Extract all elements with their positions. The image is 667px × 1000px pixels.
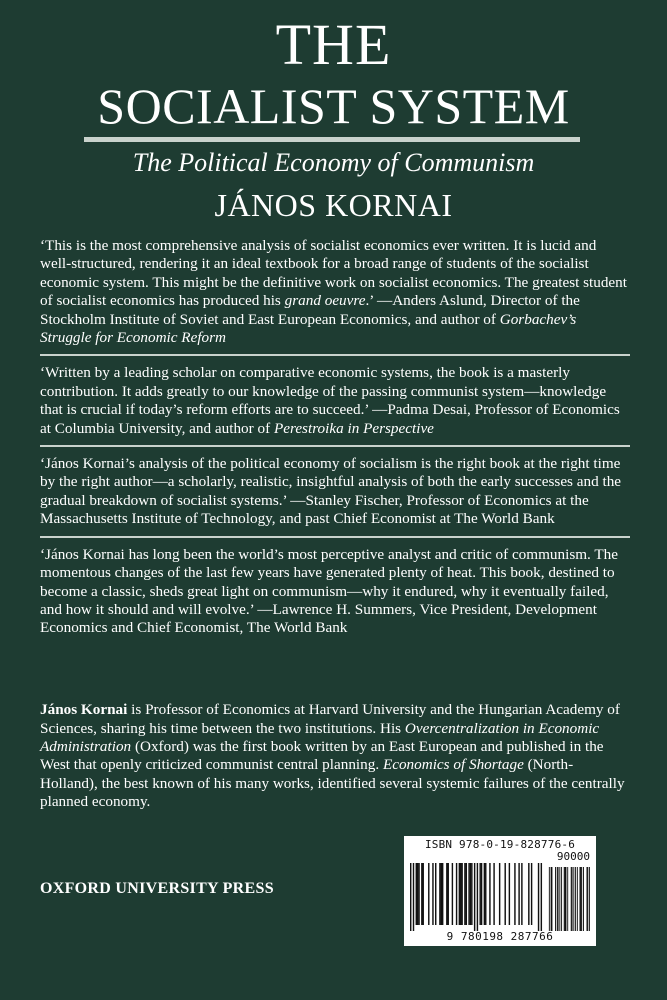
addon-bar	[573, 867, 574, 931]
bio-text: is Professor of Economics at Harvard University and the Hungarian Academy of Sciences, sharing his time between the two institutions. His	[40, 701, 620, 737]
barcode-bar	[441, 863, 442, 925]
subtitle: The Political Economy of Communism	[132, 148, 535, 177]
blurb-book-title: Gorbachev’s Struggle for Economic Reform	[40, 310, 577, 347]
barcode-bar	[418, 863, 419, 925]
barcode-bar	[459, 863, 460, 925]
barcode-bars	[410, 863, 590, 931]
barcode-bar	[538, 863, 539, 931]
addon-bar	[587, 867, 588, 931]
barcode-bar	[541, 863, 542, 931]
barcode-bar	[442, 863, 443, 925]
barcode-bar	[464, 863, 465, 925]
addon-bar	[558, 867, 559, 931]
title-line-2: SOCIALIST SYSTEM	[97, 78, 570, 134]
barcode-bar	[416, 863, 417, 925]
author-bio	[40, 701, 630, 811]
barcode-bar	[460, 863, 461, 925]
addon-bar	[581, 867, 582, 931]
barcode-bar	[461, 863, 462, 925]
barcode-bar	[456, 863, 457, 925]
barcode-bar	[514, 863, 515, 925]
addon-bar	[567, 867, 568, 931]
barcode-bar	[484, 863, 485, 925]
addon-bar	[583, 867, 584, 931]
endorsements	[40, 237, 630, 638]
barcode-bar	[474, 863, 475, 931]
barcode-bar	[417, 863, 418, 925]
addon-bar	[559, 867, 560, 931]
bio-book-title: Economics of Shortage	[382, 756, 524, 774]
blurb-text: .’ —Anders Aslund, Director of the Stockholm Institute of Soviet and East European Economics, and author of	[40, 292, 580, 328]
barcode-bar	[509, 863, 510, 925]
barcode-bar	[413, 863, 414, 931]
blurb-divider	[40, 536, 630, 538]
addon-bar	[571, 867, 572, 931]
title-line-1: THE	[275, 12, 392, 77]
blurb-text: ‘János Kornai’s analysis of the political economy of socialism is the right book at the right time by the right author—a scholarly, realistic, insightful analysis of both the early successes and the gradual breakdown of socialist systems.’ —Stanley Fischer, Professor of Economics at the Massachusetts Institute of Technology, and past Chief Economist at The World Bank	[40, 455, 622, 528]
barcode-bar	[518, 863, 519, 925]
bio-author-name: János Kornai	[40, 701, 128, 719]
addon-bar	[577, 867, 578, 931]
bio-book-title: Overcentralization in Economic Administration	[40, 719, 600, 755]
addon-bar	[555, 867, 556, 931]
blurb-book-title: Perestroika in Perspective	[273, 419, 434, 437]
addon-bar	[561, 867, 562, 931]
addon-bar	[566, 867, 567, 931]
bio-text: (North-Holland), the best known of his many works, identified several systemic failures of the centrally planned economy.	[40, 756, 625, 811]
blurb-emphasis: grand oeuvre	[284, 292, 366, 310]
barcode-bar	[423, 863, 424, 925]
barcode-bar	[477, 863, 478, 931]
addon-bar	[580, 867, 581, 931]
barcode-bar	[493, 863, 494, 925]
addon-bar	[587, 867, 588, 931]
price-code: 90000	[556, 850, 590, 863]
barcode-bar	[504, 863, 505, 925]
barcode-bar	[531, 863, 532, 925]
addon-bar	[575, 867, 576, 931]
addon-bar	[572, 867, 573, 931]
barcode-bar	[448, 863, 449, 925]
isbn-digits: 9 780198 287766	[446, 930, 554, 943]
addon-bar	[564, 867, 565, 931]
barcode-bar	[421, 863, 422, 925]
barcode-bar	[439, 863, 440, 925]
isbn-label: ISBN 978-0-19-828776-6	[424, 838, 576, 851]
addon-bar	[589, 867, 590, 931]
barcode-bar	[471, 863, 472, 925]
endorsement-desai	[40, 364, 630, 438]
barcode-bar	[470, 863, 471, 925]
barcode-bar	[432, 863, 433, 925]
author-name: JÁNOS KORNAI	[214, 187, 453, 223]
barcode-bar	[485, 863, 486, 925]
endorsement-summers	[40, 546, 630, 638]
addon-bar	[552, 867, 553, 931]
blurb-text: ‘This is the most comprehensive analysis of socialist economics ever written. It is lucid and well-structured, rendering it an ideal textbook for a broad range of students of the socialist economic system. This might be the definitive work on socialist economics. The greatest student of socialist economics has produced his	[40, 237, 627, 310]
barcode-bar	[468, 863, 469, 925]
isbn-barcode	[404, 836, 596, 946]
barcode-bar	[410, 863, 411, 931]
barcode-bar	[452, 863, 453, 925]
blurb-text: ‘János Kornai has long been the world’s most perceptive analyst and critic of communism. The momentous changes of the last few years have generated plenty of heat. This book, destined to become a classic, sheds great light on communism—why it endured, why it eventually failed, and how it should and will evolve.’ —Lawrence H. Summers, Vice President, Development Economics and Chief Economist, The World Bank	[40, 545, 618, 637]
addon-bar	[557, 867, 558, 931]
blurb-divider	[40, 354, 630, 356]
endorsement-aslund	[40, 237, 630, 347]
barcode-bar	[479, 863, 480, 925]
addon-bar	[549, 867, 550, 931]
barcode-bar	[521, 863, 522, 925]
addon-bar	[565, 867, 566, 931]
endorsement-fischer	[40, 455, 630, 529]
publisher-name: OXFORD UNIVERSITY PRESS	[40, 880, 274, 897]
barcode-bar	[466, 863, 467, 925]
title-divider	[84, 137, 580, 142]
bio-text: (Oxford) was the first book written by an East European and published in the West that openly criticized communist central planning.	[40, 738, 604, 774]
blurb-text: ‘Written by a leading scholar on comparative economic systems, the book is a masterly contribution. It adds greatly to our knowledge of the passing communist system—knowledge that is crucial if today’s reform efforts are to succeed.’ —Padma Desai, Professor of Economics at Columbia University, and author of	[40, 364, 620, 437]
addon-bar	[580, 867, 581, 931]
barcode-bar	[481, 863, 482, 925]
barcode-bar	[499, 863, 500, 925]
barcode-bar	[446, 863, 447, 925]
barcode-bar	[489, 863, 490, 925]
barcode-bar	[428, 863, 429, 925]
barcode-bar	[528, 863, 529, 925]
barcode-bar	[435, 863, 436, 925]
addon-bar	[551, 867, 552, 931]
blurb-divider	[40, 445, 630, 447]
